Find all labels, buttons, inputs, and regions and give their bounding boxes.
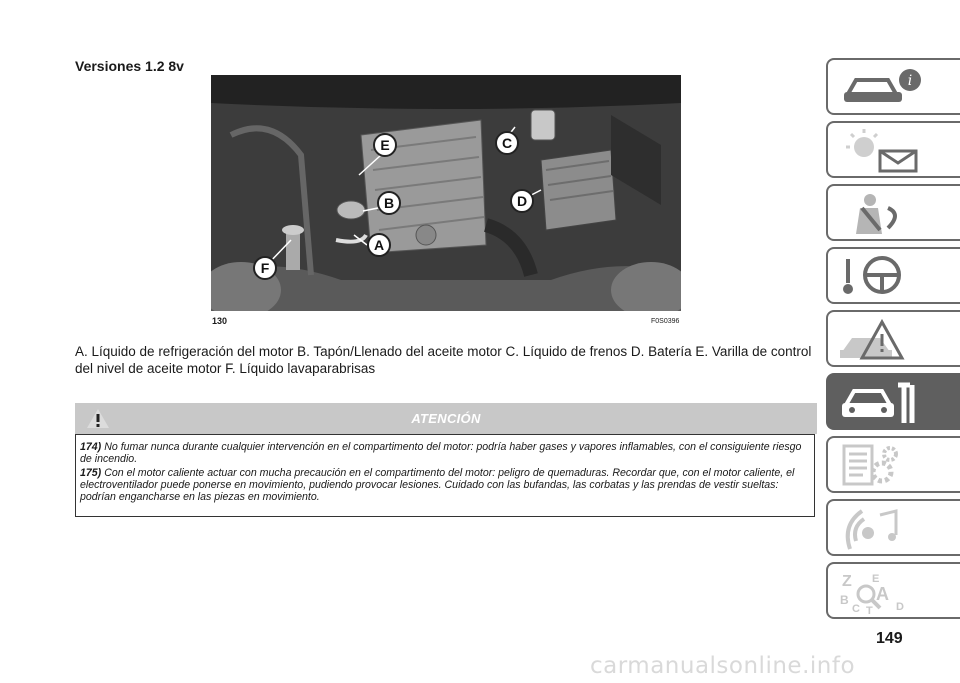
callout-c [496,132,518,154]
svg-text:i: i [907,73,913,89]
tab-maintenance[interactable] [826,373,960,430]
svg-text:B: B [840,593,849,607]
warning-item-text: No fumar nunca durante cualquier intervención en el compartimento del motor: podría haber gases y vapores inflamables, con el consiguiente riesgo de incendio. [80,441,802,466]
warning-item-number: 174) [80,441,102,453]
warning-body [75,434,815,517]
tab-car-info[interactable] [826,58,960,115]
svg-text:C: C [852,603,860,615]
svg-text:E: E [380,137,390,153]
warning-item-text: Con el motor caliente actuar con mucha precaución en el compartimento del motor: peligro de quemaduras. Recordar que, con el motor caliente, el electroventilador puede ponerse en movimiento, pudiendo provocar lesiones. Cuidado con las bufandas, las corbatas y las prendas de vestir sueltas: podrían engancharse en las piezas en movimiento. [80,466,795,504]
tab-multimedia[interactable] [826,499,960,556]
tab-technical-data[interactable] [826,436,960,493]
callout-e [374,134,396,156]
warning-item [80,441,810,466]
warning-item-number: 175) [80,466,102,479]
chapter-tabs [826,58,960,618]
tab-emergency[interactable] [826,310,960,367]
callout-f [254,257,276,279]
svg-text:T: T [866,605,873,616]
tab-warning-lights[interactable] [826,121,960,178]
callout-a [368,234,390,256]
section-title: Versiones 1.2 8v [75,58,184,74]
tab-steering[interactable] [826,247,960,304]
svg-text:A: A [373,237,385,253]
svg-text:A: A [876,584,889,604]
page-number: 149 [876,630,903,647]
warning-header [75,403,817,434]
tab-index[interactable] [826,562,960,619]
figure-code: F0S0396 [651,318,680,325]
svg-text:E: E [872,573,880,585]
callout-d [511,190,533,212]
callout-b [378,192,400,214]
watermark: carmanualsonline.info [590,653,856,679]
svg-text:B: B [383,195,395,211]
engine-bay-figure [211,75,681,311]
svg-text:D: D [516,193,528,209]
svg-text:D: D [896,601,904,613]
warning-title: ATENCIÓN [411,411,481,426]
figure-number: 130 [212,316,228,326]
figure-caption: A. Líquido de refrigeración del motor B. Tapón/Llenado del aceite motor C. Líquido de frenos D. Batería E. Varilla de control del nivel de aceite motor F. Líquido lavaparabrisas [75,344,812,376]
tab-safety[interactable] [826,184,960,241]
svg-text:C: C [501,135,513,151]
svg-text:Z: Z [842,573,852,590]
svg-text:F: F [260,260,270,276]
warning-item [80,467,810,504]
